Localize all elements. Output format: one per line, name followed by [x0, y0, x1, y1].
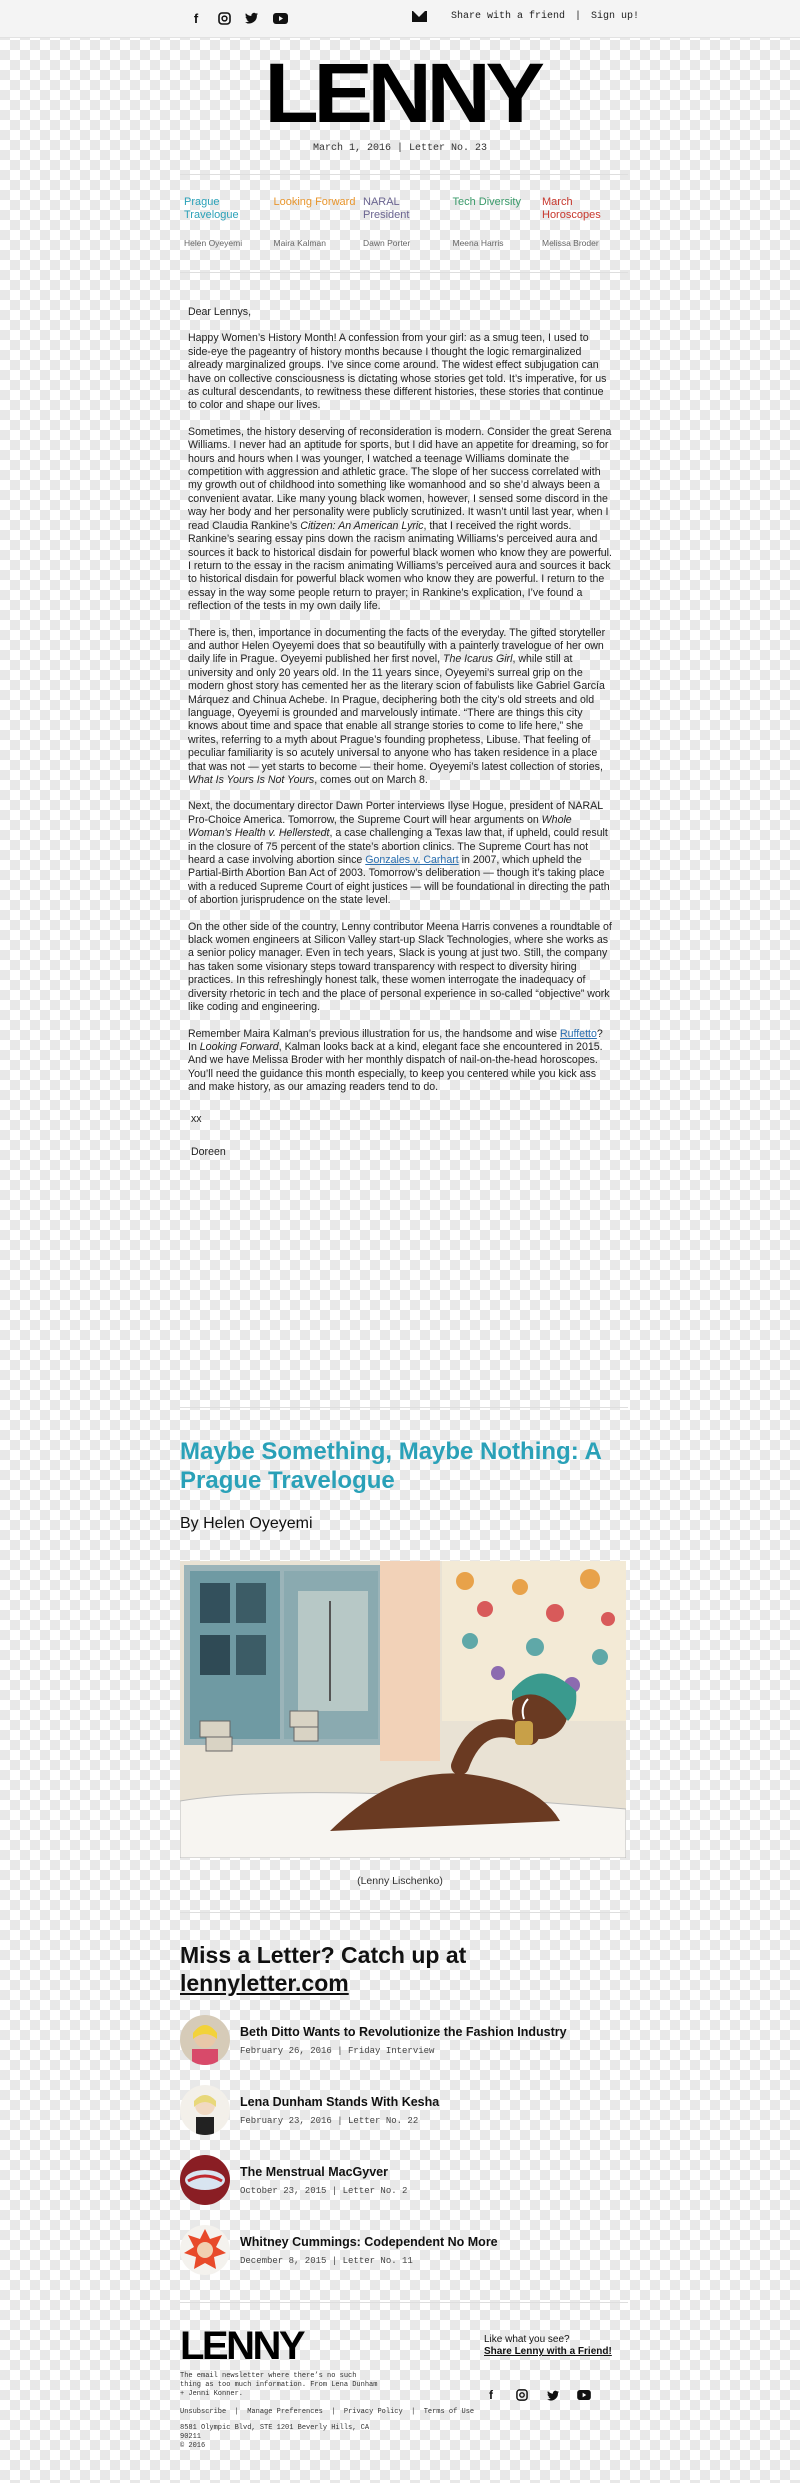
list-item[interactable] — [180, 2225, 628, 2279]
divider — [180, 174, 628, 175]
footer-logo[interactable]: LENNY — [180, 2324, 304, 2368]
list-item[interactable] — [180, 2155, 628, 2209]
footer-links: Unsubscribe | Manage Preferences | Privacy Policy | Terms of Use — [180, 2408, 475, 2416]
post-thumbnail[interactable] — [180, 2225, 230, 2275]
social-links — [188, 10, 288, 26]
separator: | — [575, 11, 582, 22]
toc-author: Helen Oyeyemi — [184, 238, 243, 248]
share-lenny-link[interactable]: Share Lenny with a Friend! — [484, 2346, 612, 2357]
share-link[interactable]: Share with a friend — [451, 11, 566, 22]
share-bar — [412, 11, 639, 22]
divider — [180, 2302, 628, 2303]
twitter-icon[interactable] — [244, 10, 260, 26]
letter-greeting: Dear Lennys, — [188, 306, 252, 318]
letter-paragraph: Next, the documentary director Dawn Porter interviews Ilyse Hogue, president of NARAL Pro-Choice America. Tomorrow, the Supreme Court will hear arguments on Whole Woman’s Health v. Hellerstedt, a case challenging a Texas law that, if upheld, could result in the closure of 75 percent of the state’s abortion clinics. The Supreme Court has not heard a case involving abortion since Gonzales v. Carhart in 2007, which upheld the Partial-Birth Abortion Ban Act of 2003. Tomorrow’s deliberation — though it’s taking place with a reduced Supreme Court of eight justices — will be foundational in directing the path of abortion jurisprudence on the state level. — [188, 800, 610, 907]
post-meta: February 26, 2016 | Friday Interview — [240, 2046, 435, 2056]
divider — [180, 1407, 628, 1408]
toc-author: Meena Harris — [452, 238, 504, 248]
toc-item[interactable] — [184, 196, 266, 248]
footer-social-links — [484, 2388, 591, 2402]
post-meta: February 23, 2016 | Letter No. 22 — [240, 2116, 419, 2126]
toc-title[interactable]: NARAL President — [363, 196, 410, 221]
divider — [180, 272, 628, 273]
toc-title[interactable]: Prague Travelogue — [184, 196, 239, 221]
letter-xx: xx — [191, 1112, 202, 1125]
footer-share — [484, 2334, 614, 2358]
ruffetto-link[interactable]: Ruffetto — [559, 1027, 597, 1040]
list-item[interactable] — [180, 2015, 628, 2069]
footer-tagline: The email newsletter where there’s no such thing as too much information. From Lena Dunham + Jenni Konner. — [180, 2372, 378, 2398]
divider — [180, 1912, 628, 1913]
footer-address: 8581 Olympic Blvd, STE 1201 Beverly Hills, CA 90211 © 2016 — [180, 2424, 380, 2451]
feature-title[interactable]: Maybe Something, Maybe Nothing: A Prague Travelogue — [180, 1438, 601, 1494]
signup-link[interactable]: Sign up! — [591, 11, 640, 22]
letter-paragraph: On the other side of the country, Lenny contributor Meena Harris convenes a roundtable of black women engineers at Silicon Valley start-up Slack Technologies, where she works as a senior policy manager. Even in tech years, Slack is young at just two. Still, the company has taken some visionary steps toward transparency with respect to diversity hiring practices. In this refreshingly honest talk, these women interrogate the inadequacy of diversity rhetoric in tech and the place of personal experience in so-called “objective” work like coding and engineering. — [188, 920, 612, 1014]
privacy-link[interactable]: Privacy Policy — [343, 2408, 403, 2416]
illustration-caption: (Lenny Lischenko) — [357, 1875, 443, 1887]
toc-author: Dawn Porter — [363, 238, 411, 248]
unsubscribe-link[interactable]: Unsubscribe — [180, 2408, 227, 2416]
post-title[interactable]: The Menstrual MacGyver — [240, 2165, 388, 2179]
terms-link[interactable]: Terms of Use — [423, 2408, 475, 2416]
feature-byline: By Helen Oyeyemi — [180, 1515, 313, 1532]
youtube-icon[interactable] — [577, 2388, 591, 2402]
post-thumbnail[interactable] — [180, 2015, 230, 2065]
lenny-logo[interactable]: LENNY — [264, 46, 540, 140]
post-meta: October 23, 2015 | Letter No. 2 — [240, 2186, 408, 2196]
gonzales-link[interactable]: Gonzales v. Carhart — [365, 854, 459, 867]
post-thumbnail[interactable] — [180, 2155, 230, 2205]
post-thumbnail[interactable] — [180, 2085, 230, 2135]
post-title[interactable]: Whitney Cummings: Codependent No More — [240, 2235, 498, 2249]
feature-illustration[interactable] — [180, 1561, 626, 1858]
youtube-icon[interactable] — [272, 10, 288, 26]
envelope-icon — [412, 11, 427, 22]
facebook-icon[interactable]: f — [489, 2388, 493, 2402]
toc-item[interactable] — [453, 196, 535, 248]
toc-author: Maira Kalman — [273, 238, 326, 248]
toc-item[interactable] — [542, 196, 624, 248]
letter-signoff: Doreen — [191, 1145, 226, 1158]
toc-title[interactable]: March Horoscopes — [542, 196, 601, 221]
lennyletter-link[interactable]: lennyletter.com — [180, 1970, 349, 1996]
toc-author: Melissa Broder — [542, 238, 599, 248]
list-item[interactable] — [180, 2085, 628, 2139]
toc-title[interactable]: Looking Forward — [273, 196, 356, 208]
facebook-icon[interactable]: f — [193, 10, 199, 26]
post-title[interactable]: Beth Ditto Wants to Revolutionize the Fashion Industry — [240, 2025, 567, 2039]
top-bar — [0, 0, 800, 38]
letter-paragraph: There is, then, importance in documenting the facts of the everyday. The gifted storyteller and author Helen Oyeyemi does that so beautifully with a painterly travelogue of her own daily life in Prague. Oyeyemi published her first novel, The Icarus Girl, while still at university and only 20 years old. In the 11 years since, Oyeyemi’s surreal grip on the modern ghost story has cemented her as the literary scion of fabulists like Gabriel García Márquez and Chinua Achebe. In Prague, deciphering both the city’s old streets and old language, Oyeyemi is grounded and marvelously intimate. “There are things this city knows about time and space that enable all strange stories to come to life here,” she writes, referring to a myth about Prague’s founding prophetess, Libuse. That feeling of peculiar familiarity is so acutely universal to anyone who has taken residence in a place that was not — yet starts to become — their home. Oyeyemi’s latest collection of stories, What Is Yours Is Not Yours, comes out on March 8. — [188, 626, 606, 786]
table-of-contents — [184, 196, 624, 248]
toc-item[interactable] — [274, 196, 356, 248]
share-question: Like what you see? — [484, 2334, 570, 2345]
letter-paragraph: Sometimes, the history deserving of reconsideration is modern. Consider the great Serena Williams. I never had an aptitude for sports, but I did have an appetite for dreaming, so for hours and hours when I was younger, I watched a teenage Williams dominate the competition with aggression and athletic grace. The slope of her success correlated with my growth out of childhood into something like womanhood and so she’d always been a convenient avatar. Like many young black women, however, I sensed some discord in the way her body and her personality were publicly scrutinized. It wasn’t until last year, when I read Claudia Rankine’s Citizen: An American Lyric, that I received the right words. Rankine’s searing essay pins down the racism animating Williams’s perceived aura and sources it back to historical disdain for powerful black women who know they are powerful. I return to the essay in the racism animating Williams’s perceived aura and sources it back to historical disdain for powerful black women who know they are powerful. I return to the essay in the way some people return to prayer; in Rankine’s explication, I’ve found a reflection of the tests in my own daily life. — [188, 425, 612, 613]
toc-item[interactable] — [363, 196, 445, 248]
letter-paragraph: Happy Women’s History Month! A confession from your girl: as a smug teen, I used to side-eye the pageantry of history months because I thought the logic remarginalized already marginalized groups. I’ve since come around. The widest effect subjugation can have on collective consciousness is dictating whose stories get told. It’s imperative, for us as cultural descendants, to rewitness these different histories, these stories that continue to color and shape our lives. — [188, 332, 607, 412]
issue-dateline: March 1, 2016 | Letter No. 23 — [312, 143, 488, 154]
copyright: © 2016 — [180, 2442, 206, 2450]
catchup-title: Miss a Letter? Catch up at lennyletter.com — [180, 1942, 467, 1996]
editor-letter — [188, 306, 612, 1172]
letter-paragraph: Remember Maira Kalman’s previous illustration for us, the handsome and wise Ruffetto? In Looking Forward, Kalman looks back at a kind, elegant face she encountered in 2015. And we have Melissa Broder with her monthly dispatch of nail-on-the-head horoscopes. You’ll need the guidance this month especially, to keep you centered while you kick ass and make history, as our amazing readers tend to do. — [188, 1027, 603, 1094]
post-title[interactable]: Lena Dunham Stands With Kesha — [240, 2095, 440, 2109]
instagram-icon[interactable] — [515, 2388, 529, 2402]
preferences-link[interactable]: Manage Preferences — [247, 2408, 323, 2416]
toc-title[interactable]: Tech Diversity — [452, 196, 521, 208]
post-meta: December 8, 2015 | Letter No. 11 — [240, 2256, 413, 2266]
instagram-icon[interactable] — [216, 10, 232, 26]
twitter-icon[interactable] — [546, 2388, 560, 2402]
